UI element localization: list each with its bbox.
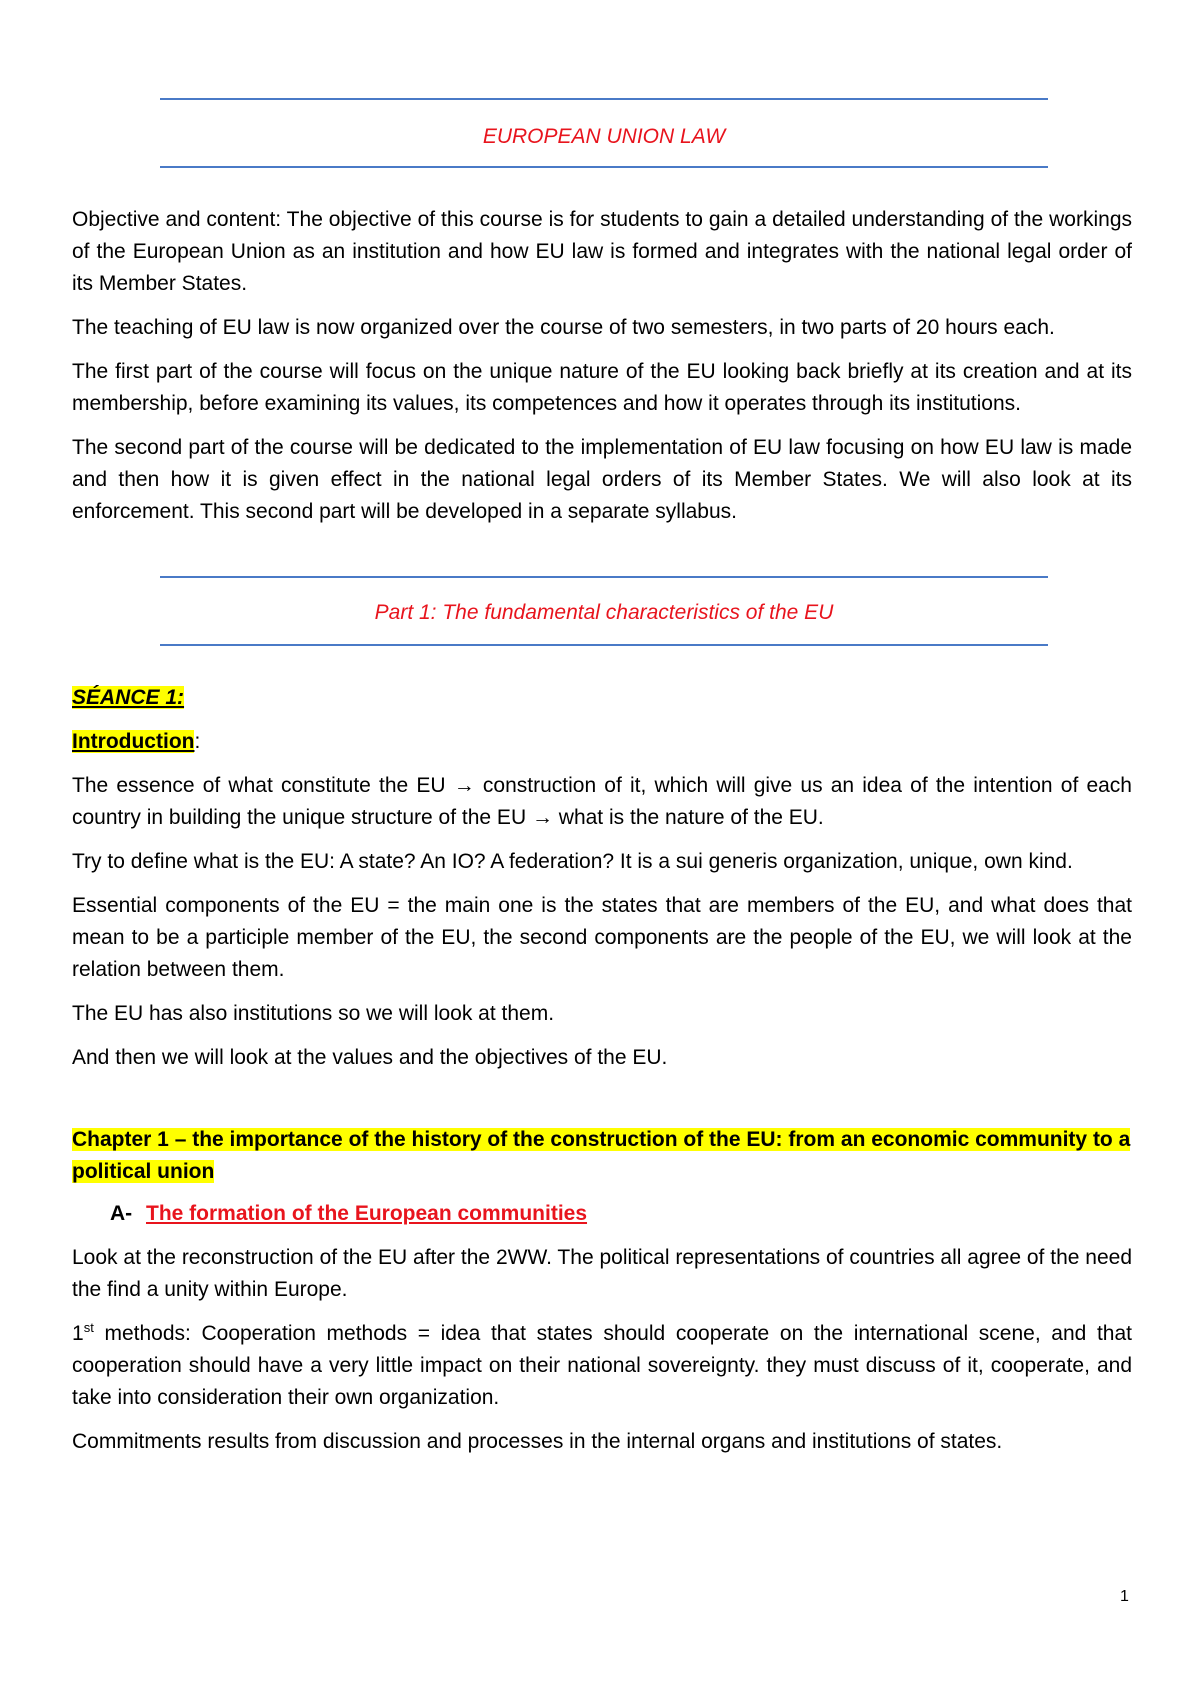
document-title: EUROPEAN UNION LAW <box>482 125 726 148</box>
introduction-colon: : <box>194 730 201 753</box>
part-rule-bottom <box>160 644 1048 646</box>
section-label: A- <box>110 1202 133 1225</box>
chapter-title: Chapter 1 – the importance of the history of the construction of the EU: from an economic community to a political union <box>72 1128 1131 1183</box>
first-part-paragraph: The first part of the course will focus on the unique nature of the EU looking back briefly at its creation and at its membership, before examining its values, its competences and how it operates through its institutions. <box>72 360 1132 415</box>
teaching-paragraph: The teaching of EU law is now organized over the course of two semesters, in two parts of 20 hours each. <box>72 316 1055 339</box>
section-title: The formation of the European communities <box>146 1202 588 1225</box>
objective-paragraph: Objective and content: The objective of this course is for students to gain a detailed understanding of the workings of the European Union as an institution and how EU law is formed and integrates with the national legal order of its Member States. <box>72 208 1132 295</box>
components-paragraph: Essential components of the EU = the main one is the states that are members of the EU, and what does that mean to be a participle member of the EU, the second components are the people of the EU, we will look at the relation between them. <box>72 894 1132 981</box>
values-paragraph: And then we will look at the values and the objectives of the EU. <box>72 1046 668 1069</box>
chapter-body <box>72 1242 1132 1458</box>
part-rule-top <box>160 576 1048 578</box>
methods-paragraph: 1st methods: Cooperation methods = idea that states should cooperate on the international scene, and that cooperation should have a very little impact on their national sovereignty. they must discuss of it, cooperate, and take into consideration their own organization. <box>72 1320 1132 1409</box>
seance-label: SÉANCE 1: <box>72 686 185 709</box>
commitments-paragraph: Commitments results from discussion and processes in the internal organs and institutions of states. <box>72 1430 1003 1453</box>
page-number: 1 <box>1120 1588 1129 1605</box>
title-rule-bottom <box>160 166 1048 168</box>
second-part-paragraph: The second part of the course will be dedicated to the implementation of EU law focusing on how EU law is made and then how it is given effect in the national legal orders of its Member States. We will also look at its enforcement. This second part will be developed in a separate syllabus. <box>72 436 1132 523</box>
arrow-icon: → <box>453 774 475 797</box>
chapter-heading <box>72 1124 1132 1188</box>
arrow-icon: → <box>531 806 553 829</box>
essence-paragraph: The essence of what constitute the EU → construction of it, which will give us an idea of the intention of each country in building the unique structure of the EU → what is the nature of the EU. <box>72 774 1132 829</box>
reconstruction-paragraph: Look at the reconstruction of the EU after the 2WW. The political representations of countries all agree of the need the find a unity within Europe. <box>72 1246 1132 1301</box>
define-paragraph: Try to define what is the EU: A state? An IO? A federation? It is a sui generis organization, unique, own kind. <box>72 850 1073 873</box>
introduction-heading: Introduction <box>72 730 195 753</box>
part-title: Part 1: The fundamental characteristics of the EU <box>374 601 834 624</box>
institutions-paragraph: The EU has also institutions so we will look at them. <box>72 1002 555 1025</box>
section-heading <box>110 1198 587 1230</box>
intro-section <box>72 204 1132 528</box>
seance-section <box>72 682 1132 1074</box>
title-rule-top <box>160 98 1048 100</box>
